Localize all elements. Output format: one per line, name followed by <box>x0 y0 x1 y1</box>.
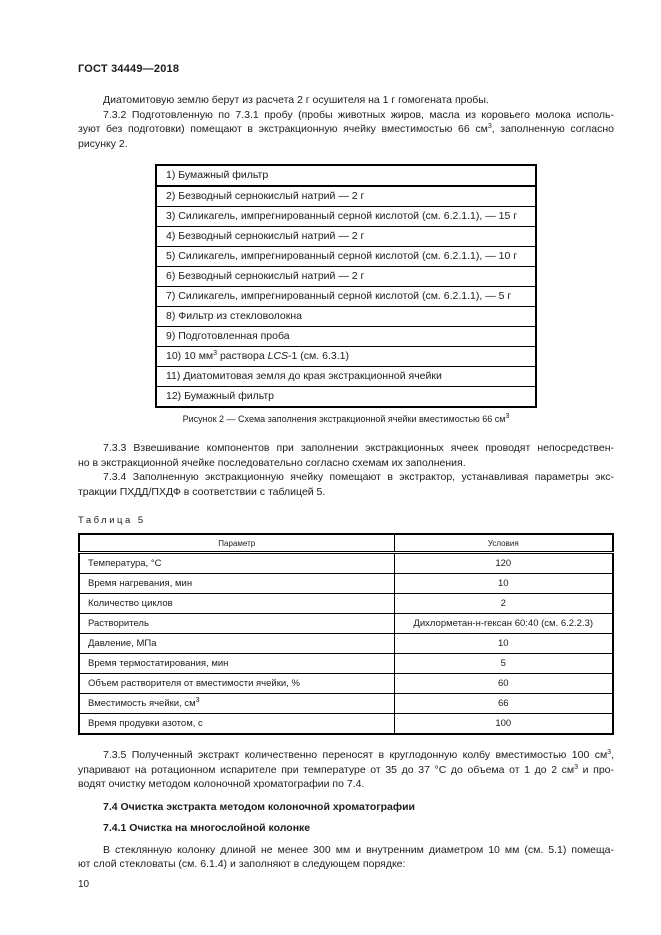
table-row <box>79 634 613 654</box>
table-cell-parameter: Количество циклов <box>79 594 394 614</box>
table-cell-parameter: Температура, °С <box>79 553 394 574</box>
table-cell-condition: 10 <box>394 634 613 654</box>
table-row <box>79 594 613 614</box>
body-paragraph <box>78 108 614 152</box>
figure-row: 1) Бумажный фильтр <box>157 166 535 187</box>
text-line: 7.3.2 Подготовленную по 7.3.1 пробу (пробы животных жиров, масла из коровьего молока исполь- <box>103 108 614 121</box>
table-header-cell: Условия <box>394 534 613 553</box>
intro-paragraphs <box>78 93 614 151</box>
table-cell-condition: 120 <box>394 553 613 574</box>
table-row <box>79 614 613 634</box>
figure-row: 6) Безводный сернокислый натрий — 2 г <box>157 267 535 287</box>
table-cell-condition: 100 <box>394 714 613 735</box>
text-line: тракции ПХДД/ПХДФ в соответствии с таблицей 5. <box>78 485 326 498</box>
figure-row: 5) Силикагель, импрегнированный серной кислотой (см. 6.2.1.1), — 10 г <box>157 247 535 267</box>
figure-2-caption: Рисунок 2 — Схема заполнения экстракционной ячейки вместимостью 66 $см^3$ <box>182 413 510 424</box>
body-paragraph <box>78 470 614 499</box>
table-row <box>79 674 613 694</box>
table-5 <box>78 533 614 735</box>
body-paragraph <box>78 93 614 108</box>
table-cell-parameter: Время термостатирования, мин <box>79 654 394 674</box>
table-row <box>79 694 613 714</box>
text-line: 7.4.1 Очистка на многослойной колонке <box>103 822 311 834</box>
text-line: но в экстракционной ячейке последовательно согласно схемам их заполнения. <box>78 456 466 469</box>
section-heading <box>78 800 614 815</box>
figure-row: 10) 10 $мм^3$ раствора LCS-1 (см. 6.3.1) <box>157 347 535 367</box>
table-cell-condition: Дихлорметан-н-гексан 60:40 (см. 6.2.2.3) <box>394 614 613 634</box>
table-5-label: Таблица 5 <box>78 515 146 526</box>
text-line: В стеклянную колонку длиной не менее 300 мм и внутренним диаметром 10 мм (см. 5.1) помеща- <box>103 843 614 856</box>
table-row <box>79 654 613 674</box>
text-line: 7.3.3 Взвешивание компонентов при заполнении экстракционных ячеек проводят непосредствен- <box>103 442 614 454</box>
figure-row: 4) Безводный сернокислый натрий — 2 г <box>157 227 535 247</box>
table-cell-parameter: Растворитель <box>79 614 394 634</box>
table-row <box>79 553 613 574</box>
text-line: водят очистку методом колоночной хроматографии по 7.4. <box>78 778 365 790</box>
text-line: 7.4 Очистка экстракта методом колоночной хроматографии <box>103 800 415 813</box>
table-row <box>79 714 613 735</box>
table-cell-parameter: Время нагревания, мин <box>79 574 394 594</box>
table-cell-condition: 2 <box>394 594 613 614</box>
body-paragraph <box>78 843 614 872</box>
table-cell-parameter: Объем растворителя от вместимости ячейки, % <box>79 674 394 694</box>
text-line: зуют без подготовки) помещают в экстракционную ячейку вместимостью 66 $см^3$, заполненную согласно <box>78 123 614 135</box>
table-row <box>79 574 613 594</box>
figure-row: 12) Бумажный фильтр <box>166 390 275 402</box>
section-7-3-paragraphs <box>78 441 614 499</box>
section-7-3-5-paragraph <box>78 748 614 792</box>
section-heading <box>78 821 614 836</box>
table-cell-condition: 5 <box>394 654 613 674</box>
text-line: 7.3.4 Заполненную экстракционную ячейку помещают в экстрактор, устанавливая параметры экс- <box>103 471 614 483</box>
text-line: 7.3.5 Полученный экстракт количественно переносят в круглодонную колбу вместимостью 100 $см^3$, <box>103 749 614 761</box>
figure-row: 8) Фильтр из стекловолокна <box>157 307 535 327</box>
document-header: ГОСТ 34449—2018 <box>78 63 180 75</box>
table-cell-condition: 60 <box>394 674 613 694</box>
page-number: 10 <box>78 878 90 890</box>
table-header-row <box>79 534 613 553</box>
text-line: Диатомитовую землю берут из расчета 2 г осушителя на 1 г гомогената пробы. <box>103 94 489 106</box>
text-line: упаривают на ротационном испарителе при температуре от 35 до 37 °С до объема от 1 до 2 $см^3$ и про- <box>78 763 615 776</box>
figure-row: 9) Подготовленная проба <box>157 327 535 347</box>
figure-row: 3) Силикагель, импрегнированный серной кислотой (см. 6.2.1.1), — 15 г <box>157 207 535 227</box>
table-header-cell: Параметр <box>79 534 394 553</box>
figure-row: 2) Безводный сернокислый натрий — 2 г <box>157 187 535 207</box>
text-line: ют слой стекловаты (см. 6.1.4) и заполняют в следующем порядке: <box>78 858 406 870</box>
figure-2-scheme-table <box>155 164 537 408</box>
figure-row: 11) Диатомитовая земля до края экстракционной ячейки <box>157 367 535 387</box>
table-cell-parameter: Время продувки азотом, с <box>79 714 394 735</box>
table-cell-parameter: Давление, МПа <box>79 634 394 654</box>
body-paragraph <box>78 748 614 792</box>
table-cell-condition: 10 <box>394 574 613 594</box>
body-paragraph <box>78 441 614 470</box>
text-line: рисунку 2. <box>78 137 128 150</box>
table-cell-parameter: Вместимость ячейки, $см^3$ <box>79 694 394 714</box>
table-cell-condition: 66 <box>394 694 613 714</box>
section-7-4 <box>78 800 614 872</box>
figure-row: 7) Силикагель, импрегнированный серной кислотой (см. 6.2.1.1), — 5 г <box>157 287 535 307</box>
